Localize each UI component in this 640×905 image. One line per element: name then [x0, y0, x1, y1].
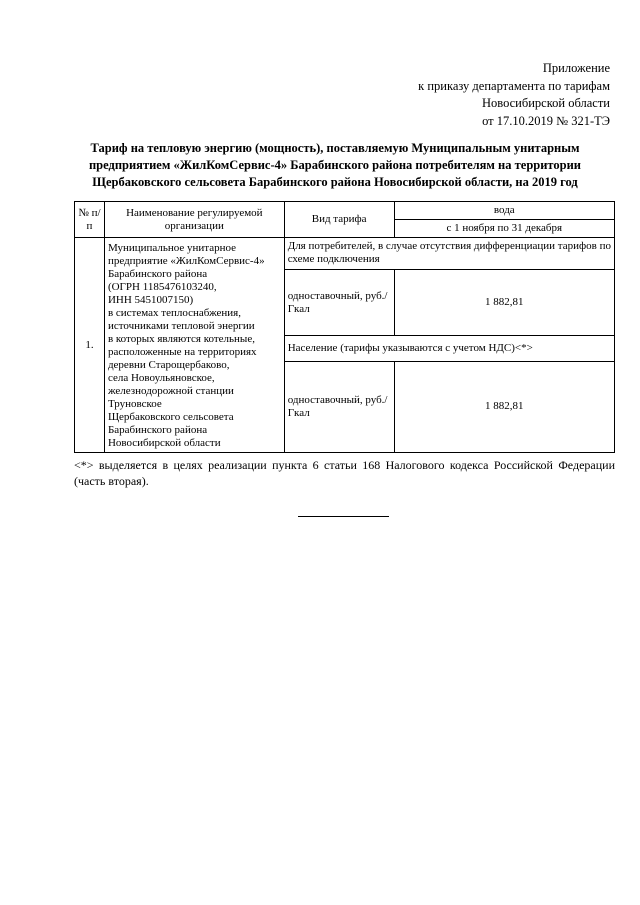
org-line: (ОГРН 1185476103240, [107, 281, 217, 293]
org-line: Барабинского района [107, 268, 208, 280]
footnote: <*> выделяется в целях реализации пункта 6 статьи 168 Налогового кодекса Российской Федерации (часть вторая). [74, 458, 615, 488]
org-line: деревни Старощербаково, [107, 359, 230, 371]
org-line: предприятие «ЖилКомСервис-4» [107, 255, 265, 267]
appendix-line: к приказу департамента по тарифам [418, 78, 610, 93]
group2-label: Население (тарифы указываются с учетом НДС)<*> [284, 336, 614, 362]
document-title [70, 140, 600, 191]
org-line: Муниципальное унитарное [107, 242, 237, 254]
appendix-line: от 17.10.2019 № 321-ТЭ [482, 113, 610, 128]
header-water: вода [394, 202, 614, 220]
org-line: Новосибирской области [107, 437, 221, 449]
org-line: расположенные на территориях [107, 346, 257, 358]
header-org: Наименование регулируемой организации [104, 202, 284, 238]
row-num: 1. [75, 238, 105, 453]
separator-line [298, 516, 389, 517]
header-period: с 1 ноября по 31 декабря [394, 220, 614, 238]
org-line: в системах теплоснабжения, [107, 307, 241, 319]
org-line: Щербаковского сельсовета [107, 411, 234, 423]
org-name-cell [104, 238, 284, 453]
header-type: Вид тарифа [284, 202, 394, 238]
title-line: предприятием «ЖилКомСервис-4» Барабинского района потребителям на территории [88, 158, 582, 172]
header-num: № п/п [75, 202, 105, 238]
appendix-block [418, 60, 610, 130]
header-row [75, 202, 615, 220]
tariff-table [74, 201, 615, 453]
appendix-line: Приложение [542, 61, 610, 75]
org-line: ИНН 5451007150) [107, 294, 194, 306]
org-line: села Новоульяновское, [107, 372, 215, 384]
group1-label: Для потребителей, в случае отсутствия дифференциации тарифов по схеме подключения [284, 238, 614, 270]
org-line: железнодорожной станции [107, 385, 234, 397]
group2-tariff-value: 1 882,81 [394, 361, 614, 452]
org-line: в которых являются котельные, [107, 333, 255, 345]
title-line: Тариф на тепловую энергию (мощность), поставляемую Муниципальным унитарным [90, 141, 580, 155]
title-line: Щербаковского сельсовета Барабинского района Новосибирской области, на 2019 год [92, 175, 578, 189]
table-row [75, 238, 615, 270]
group1-tariff-value: 1 882,81 [394, 269, 614, 336]
org-line: источниками тепловой энергии [107, 320, 255, 332]
appendix-line: Новосибирской области [481, 96, 610, 110]
org-line: Барабинского района [107, 424, 208, 436]
org-line: Труновское [107, 398, 162, 410]
group1-tariff-type: одноставочный, руб./Гкал [284, 269, 394, 336]
group2-tariff-type: одноставочный, руб./Гкал [284, 361, 394, 452]
